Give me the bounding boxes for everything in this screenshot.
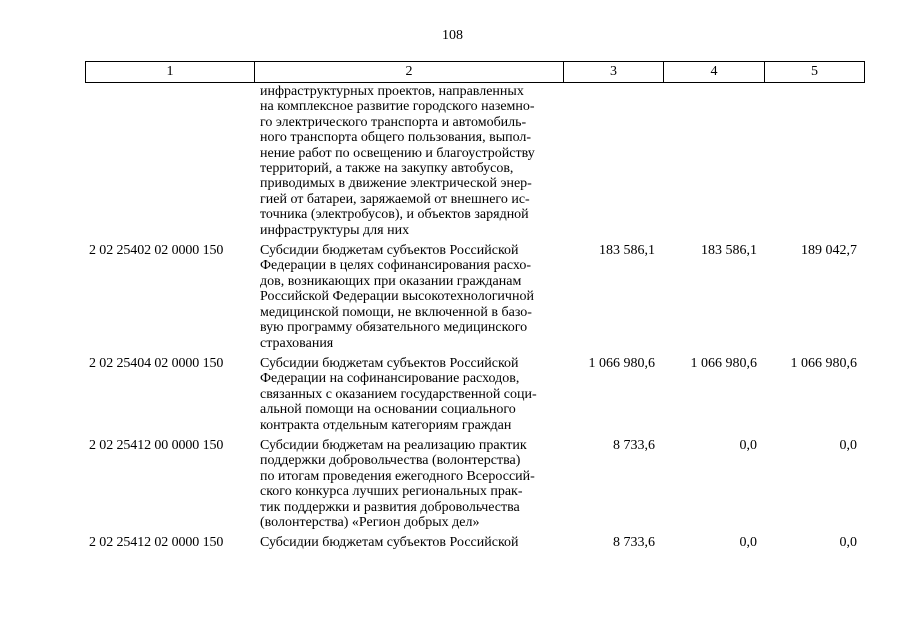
row-value-col3: 8 733,6	[613, 535, 655, 551]
page-number: 108	[442, 28, 463, 43]
column-header-1: 1	[86, 62, 255, 82]
column-header-2: 2	[255, 62, 564, 82]
row-value-col4: 0,0	[739, 535, 757, 551]
table-row	[85, 535, 865, 550]
row-value-col4: 0,0	[739, 437, 757, 453]
row-code	[85, 84, 254, 238]
row-value-col3: 183 586,1	[599, 243, 655, 259]
table-row	[85, 438, 865, 530]
column-header-5: 5	[811, 64, 818, 79]
table-row	[85, 243, 865, 351]
row-value-col3: 1 066 980,6	[588, 355, 655, 371]
row-code: 2 02 25412 02 0000 150	[89, 535, 224, 551]
row-value-col5	[764, 84, 863, 238]
row-value-col5: 0,0	[839, 535, 857, 551]
row-description: инфраструктурных проектов, направленных на комплексное развитие городского наземно- го электрического транспорта и автомобиль- ного транспорта общего пользования, выпол- нение работ по освещению и благоустройству территорий, а также на закупку автобусов, приводимых в движение электрической энер- гией от батареи, заряжаемой от внешнего ис- точника (электробусов), и объектов зарядной инфраструктуры для них	[260, 84, 535, 238]
row-value-col4: 1 066 980,6	[690, 355, 757, 371]
table-row	[85, 356, 865, 433]
table-body	[85, 82, 865, 551]
row-value-col5: 1 066 980,6	[790, 355, 857, 371]
row-value-col4	[663, 84, 764, 238]
column-header-3: 3	[564, 62, 664, 82]
row-code: 2 02 25412 00 0000 150	[89, 437, 224, 453]
row-value-col4: 183 586,1	[701, 243, 757, 259]
row-description: Субсидии бюджетам на реализацию практик поддержки добровольчества (волонтерства) по итогам проведения ежегодного Всероссий- ского конкурса лучших региональных прак- тик поддержки и развития добровольчества (волонтерства) «Регион добрых дел»	[260, 437, 535, 530]
table-header	[85, 61, 865, 83]
column-header-4: 4	[664, 62, 765, 82]
row-value-col5: 189 042,7	[801, 243, 857, 259]
row-code: 2 02 25404 02 0000 150	[89, 355, 224, 371]
row-value-col3	[563, 84, 663, 238]
row-description: Субсидии бюджетам субъектов Российской Федерации на софинансирование расходов, связанных с оказанием государственной соци- альной помощи на основании социального контракта отдельным категориям граждан	[260, 355, 537, 433]
row-description: Субсидии бюджетам субъектов Российской	[260, 535, 519, 551]
table-row	[85, 82, 865, 238]
row-code: 2 02 25402 02 0000 150	[89, 243, 224, 259]
row-description: Субсидии бюджетам субъектов Российской Федерации в целях софинансирования расхо- дов, возникающих при оказании гражданам Российской Федерации высокотехнологичной медицинской помощи, не включенной в базо- вую программу обязательного медицинского страхования	[260, 243, 534, 351]
row-value-col5: 0,0	[839, 437, 857, 453]
row-value-col3: 8 733,6	[613, 437, 655, 453]
